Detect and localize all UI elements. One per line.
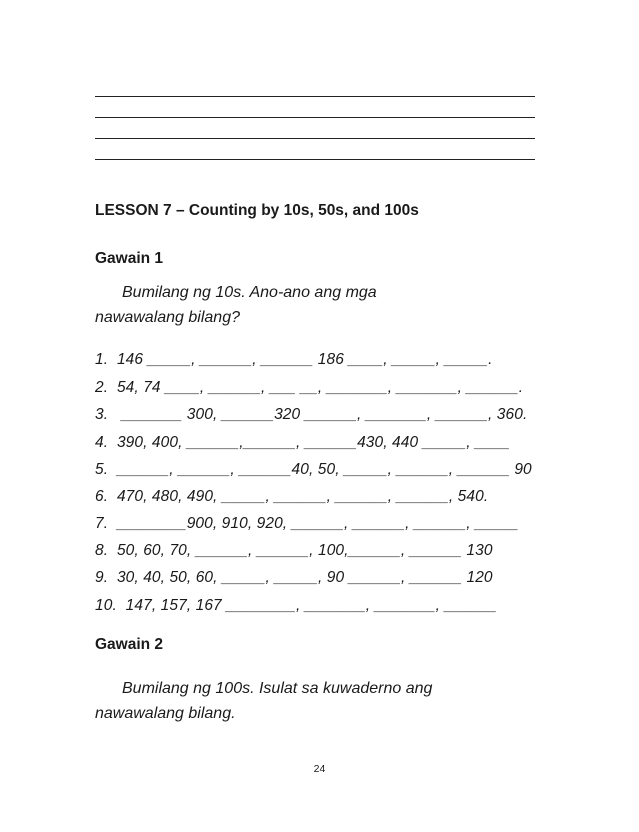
exercise-item-10: 10. 147, 157, 167 ________, _______, _______, ______	[95, 597, 497, 614]
answer-line-1	[95, 96, 535, 97]
exercise-item-2: 2. 54, 74 ____, ______, ___ __, _______, _______, ______.	[95, 379, 524, 396]
exercise-item-6: 6. 470, 480, 490, _____, ______, ______, ______, 540.	[95, 488, 489, 505]
exercise-item-1: 1. 146 _____, ______, ______ 186 ____, _____, _____.	[95, 351, 493, 368]
gawain-2-instruction-line-1: Bumilang ng 100s. Isulat sa kuwaderno ang	[122, 680, 433, 697]
gawain-2-instruction-line-2: nawawalang bilang.	[95, 705, 236, 722]
gawain-1-instruction-line-2: nawawalang bilang?	[95, 309, 240, 326]
gawain-1-instruction-line-1: Bumilang ng 10s. Ano-ano ang mga	[122, 284, 377, 301]
gawain-2-heading: Gawain 2	[95, 636, 164, 653]
gawain-1-instruction	[95, 280, 545, 330]
answer-line-2	[95, 117, 535, 118]
gawain-2-instruction	[95, 676, 545, 726]
answer-line-4	[95, 159, 535, 160]
lesson-title: LESSON 7 – Counting by 10s, 50s, and 100s	[95, 202, 419, 219]
exercise-item-9: 9. 30, 40, 50, 60, _____, _____, 90 ______, ______ 120	[95, 569, 493, 586]
exercise-item-3: 3. _______ 300, ______320 ______, _______, ______, 360.	[95, 406, 528, 423]
exercise-item-4: 4. 390, 400, ______,______, ______430, 440 _____, ____	[95, 434, 510, 451]
exercise-item-8: 8. 50, 60, 70, ______, ______, 100,______, ______ 130	[95, 542, 493, 559]
gawain-1-heading: Gawain 1	[95, 250, 164, 267]
exercise-item-7: 7. ________900, 910, 920, ______, ______, ______, _____	[95, 515, 519, 532]
exercise-item-5: 5. ______, ______, ______40, 50, _____, ______, ______ 90	[95, 461, 532, 478]
page-number: 24	[313, 763, 326, 775]
answer-line-3	[95, 138, 535, 139]
